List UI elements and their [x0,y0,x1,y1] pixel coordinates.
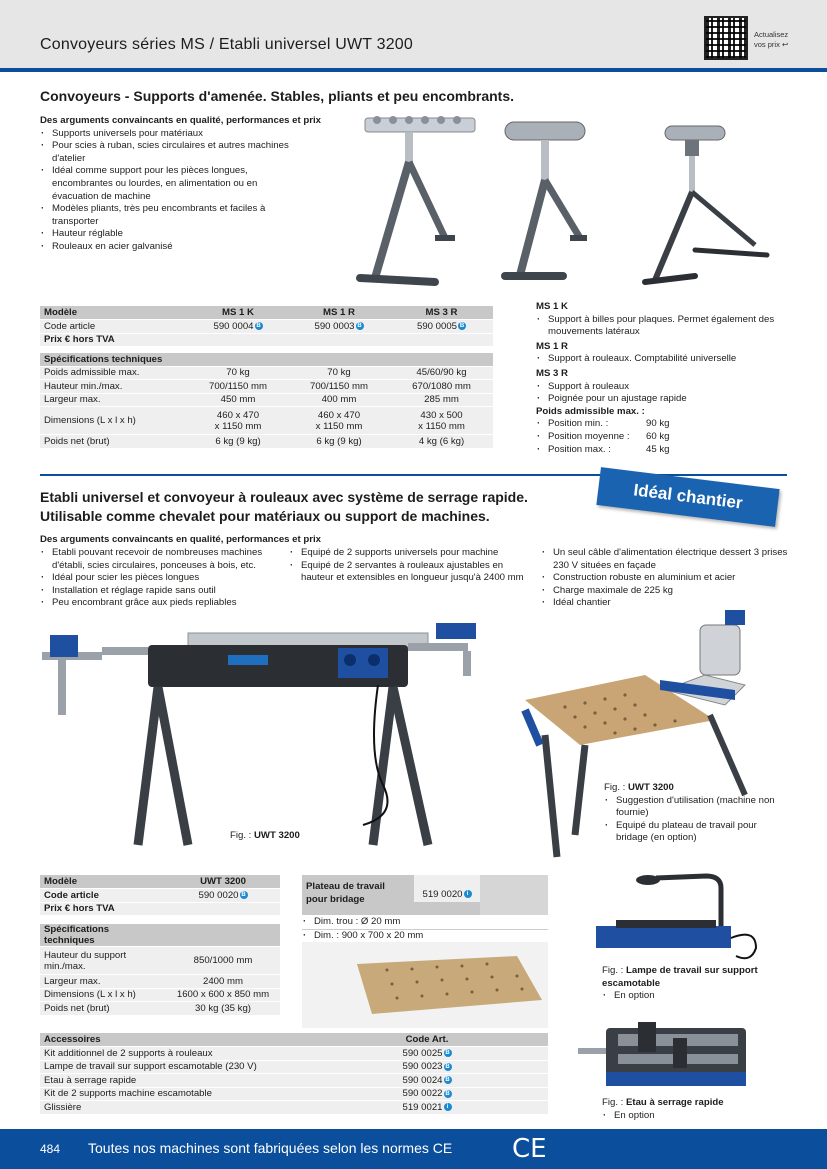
plateau-image [302,942,548,1028]
roller-stands-image [355,110,785,300]
section2-title-line1: Etabli universel et convoyeur à rouleaux avec système de serrage rapide. [40,489,528,505]
qr-code[interactable] [704,16,748,60]
table-row: Kit additionnel de 2 supports à rouleaux 590 0025 B [40,1047,548,1061]
arrow-icon: ↩ [781,40,789,49]
stand-ms1r [505,122,587,276]
stand-ms1k [360,116,475,282]
section2-col1 [40,547,290,610]
table-cell: 590 0003 B [288,320,390,334]
plateau-specs: · Dim. trou : Ø 20 mm · Dim. : 900 x 700 x 20 mm [302,916,548,942]
qr-note: Actualisez vos prix ↩ [754,30,789,49]
fig2-caption: Fig. : UWT 3200 · Suggestion d'utilisation (machine non fournie) · Equipé du plateau de travail pour bridage (en option) [604,782,784,845]
ms-spec-table: Modèle MS 1 K MS 1 R MS 3 R Code article 590 0004 B 590 0003 B 590 0005 B Prix € hors TVA Spécifications techniques Poids admissible max. 70 kg 70 kg 45/60/90 kg Hauteur min./max. 700/1150 mm 700/1150 mm 670/1080 mm Largeur max. 450 mm 400 mm 285 mm Dimensions (L x l x h) 460 x 470 x 1150 mm 460 x 470 x 1150 mm 430 x 500 x 1150 mm Poids net (brut) 6 kg (9 kg) 6 kg (9 kg) 4 kg (6 kg) [40,306,493,449]
plateau-box: Plateau de travail pour bridage 519 0020 i [302,875,548,915]
accessories-table [40,1033,548,1115]
table-header: MS 1 K [188,306,288,320]
list-item: · Equipé de 2 supports universels pour machine [289,547,529,560]
table-cell: Code article [40,320,188,334]
list-item: · Idéal pour scier les pièces longues [40,572,290,585]
ms-notes: MS 1 K · Support à billes pour plaques. Permet également des mouvements latéraux MS 1 R · Support à rouleaux. Comptabilité universelle MS 3 R · Support à rouleaux · Poignée pour un ajustage rapide Poids admissible max. : · Position min. : 90 kg · Position moyenne : 60 kg · Position max. : 45 kg [536,301,776,456]
table-row: Kit de 2 supports machine escamotable 590 0022 B [40,1087,548,1101]
table-row: Etau à serrage rapide 590 0024 B [40,1074,548,1088]
list-item: · Etabli pouvant recevoir de nombreuses machines d'établi, scies circulaires, ponceuses à bois, etc. [40,547,290,572]
footer-text: Toutes nos machines sont fabriquées selon les normes CE [88,1140,453,1156]
lamp-image [596,868,766,968]
list-item: · Peu encombrant grâce aux pieds repliables [40,597,290,610]
section1-title: Convoyeurs - Supports d'amenée. Stables, pliants et peu encombrants. [40,88,514,104]
table-cell: Prix € hors TVA [40,333,188,347]
list-item: · Rouleaux en acier galvanisé [40,241,350,254]
list-item: · Supports universels pour matériaux [40,128,350,141]
page-number: 484 [40,1142,61,1156]
table-row: Lampe de travail sur support escamotable (230 V) 590 0023 B [40,1060,548,1074]
list-item: · Charge maximale de 225 kg [541,585,791,598]
list-item: · Hauteur réglable [40,228,350,241]
section2-title-line2: Utilisable comme chevalet pour matériaux ou support de machines. [40,508,490,524]
section2-col2 [289,547,529,585]
fig1-caption: Fig. : UWT 3200 [230,830,300,841]
uwt3200-image [38,615,498,860]
table-header: Code Art. [306,1033,548,1047]
list-item: · Idéal comme support pour les pièces longues, encombrantes ou lourdes, en alimentation ou en évacuation de machine [40,165,290,203]
page-footer [0,1129,827,1169]
header-rule [0,68,827,72]
list-item: · Idéal chantier [541,597,791,610]
list-item: · Un seul câble d'alimentation électrique dessert 3 prises 230 V situées en façade [541,547,791,572]
list-item: · Modèles pliants, très peu encombrants et faciles à transporter [40,203,290,228]
table-header: MS 3 R [390,306,493,320]
list-item: · Construction robuste en aluminium et acier [541,572,791,585]
vise-image [578,1020,758,1095]
list-item: · Pour scies à ruban, scies circulaires et autres machines d'atelier [40,140,320,165]
section1-bullets [40,128,350,254]
section1-args: Des arguments convaincants en qualité, performances et prix · Supports universels pour matériaux · Pour scies à ruban, scies circulaires et autres machines d'atelier · Idéal comme support pour les pièces longues, encombrantes ou lourdes, en alimentation ou en évacuation de machine · Modèles pliants, très peu encombrants et faciles à transporter · Hauteur réglable · Rouleaux en acier galvanisé [40,115,350,254]
table-header: Modèle [40,306,188,320]
list-item: · Equipé de 2 servantes à rouleaux ajustables en hauteur et extensibles en longueur jusqu'à 2400 mm [289,560,529,585]
section2-args-title: Des arguments convaincants en qualité, performances et prix [40,534,321,545]
table-header: MS 1 R [288,306,390,320]
ce-mark-icon: CE [512,1134,547,1164]
list-item: · Installation et réglage rapide sans outil [40,585,290,598]
table-header: Spécifications techniques [40,353,188,367]
ideal-chantier-tag: Idéal chantier [596,467,779,527]
uwt-spec-table: Modèle UWT 3200 Code article 590 0020 B Prix € hors TVA Spécifications techniques Hauteur du support min./max. 850/1000 mm Largeur max. 2400 mm Dimensions (L x l x h) 1600 x 600 x 850 mm Poids net (brut) 30 kg (35 kg) [40,875,280,1016]
table-row: Glissière 519 0021 i [40,1101,548,1115]
page-header [0,0,827,68]
table-header: Accessoires [40,1033,306,1047]
stand-ms3r [645,126,767,282]
table-cell: 590 0004 B [188,320,288,334]
lamp-caption: Fig. : Lampe de travail sur support escamotable · En option [602,965,782,1003]
page-title: Convoyeurs séries MS / Etabli universel UWT 3200 [40,36,414,53]
vise-caption: Fig. : Etau à serrage rapide · En option [602,1097,782,1122]
table-cell: 590 0005 B [390,320,493,334]
